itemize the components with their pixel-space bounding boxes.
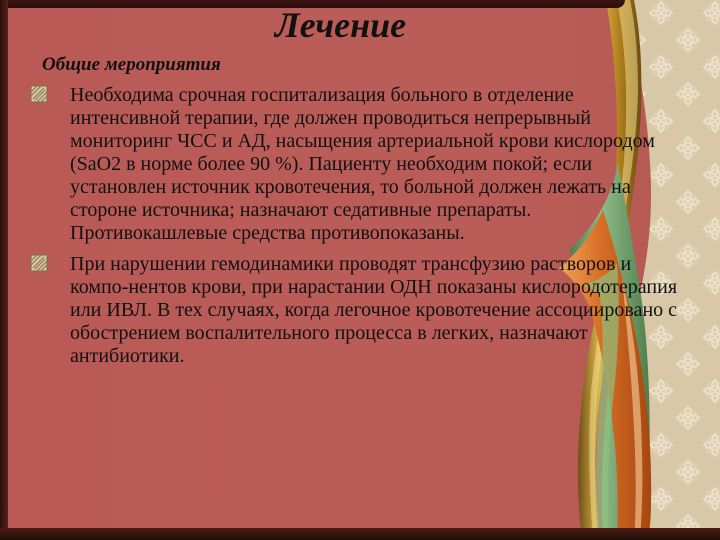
slide-title: Лечение: [275, 5, 407, 45]
patterned-bullet-icon: [30, 254, 48, 272]
bullet-text: Необходима срочная госпитализация больного в отделение интенсивной терапии, где должен проводиться непрерывный мониторинг ЧСС и АД, насыщения артериальной крови кислородом (SaO2 в норме более 90 %). Пациенту необходим покой; если установлен источник кровотечения, то больной должен лежать на стороне источника; назначают седативные препараты. Противокашлевые средства противопоказаны.: [70, 84, 655, 244]
patterned-bullet-icon: [30, 85, 48, 103]
bullet-list: [30, 84, 680, 368]
bullet-item: [30, 253, 680, 368]
bullet-text: При нарушении гемодинамики проводят трансфузию растворов и компо-нентов крови, при нарастании ОДН показаны кислородотерапия или ИВЛ. В тех случаях, когда легочное кровотечение ассоциировано с обострением воспалительного процесса в легких, назначают антибиотики.: [70, 253, 678, 367]
bullet-item: [30, 84, 680, 245]
section-subtitle: Общие мероприятия: [42, 54, 221, 75]
